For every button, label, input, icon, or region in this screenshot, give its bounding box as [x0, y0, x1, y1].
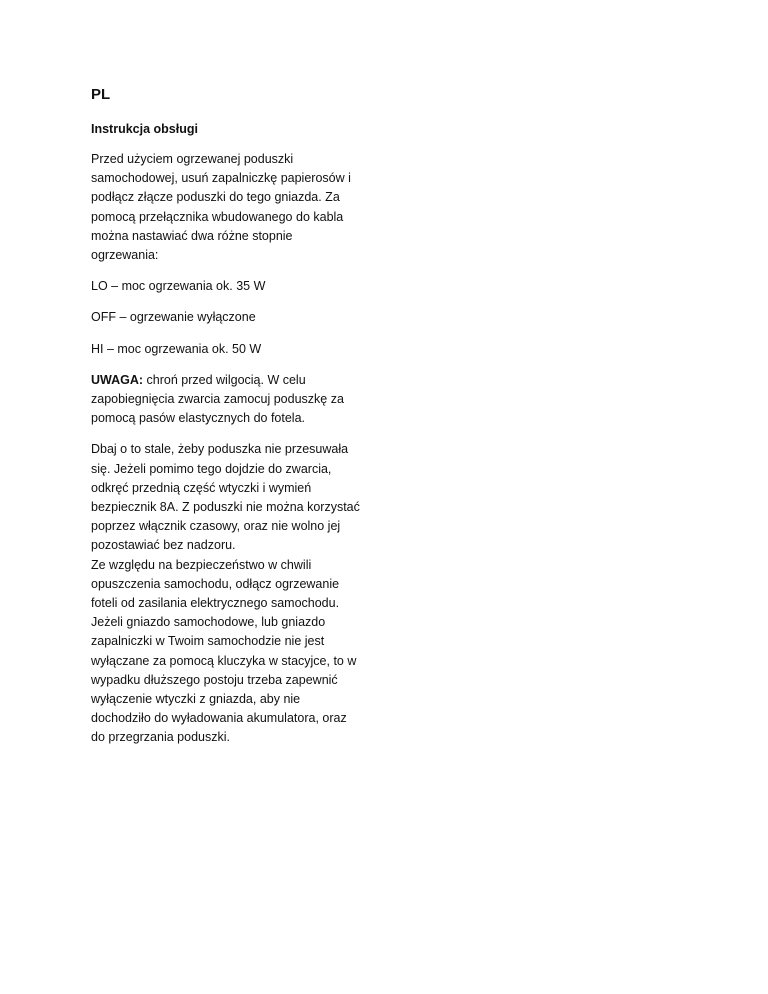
- warning-paragraph: [91, 371, 361, 429]
- language-code: PL: [91, 86, 111, 103]
- warning-label: UWAGA:: [91, 372, 144, 387]
- intro-paragraph: Przed użyciem ogrzewanej poduszki samochodowej, usuń zapalniczkę papierosów i podłącz złącze poduszki do tego gniazda. Za pomocą przełącznika wbudowanego do kabla można nastawiać dwa różne stopnie ogrzewania:: [91, 152, 351, 263]
- warning-text: chroń przed wilgocią. W celu zapobiegnięcia zwarcia zamocuj poduszkę za pomocą pasów elastycznych do fotela.: [91, 372, 344, 426]
- body-text: [91, 440, 361, 747]
- mode-hi: HI – moc ogrzewania ok. 50 W: [91, 341, 262, 356]
- document-page: [91, 86, 361, 760]
- body-paragraph-1: Dbaj o to stale, żeby poduszka nie przesuwała się. Jeżeli pomimo tego dojdzie do zwarcia, odkręć przednią część wtyczki i wymień bezpiecznik 8A. Z poduszki nie można korzystać poprzez włącznik czasowy, oraz nie wolno jej pozostawiać bez nadzoru.: [91, 442, 360, 553]
- mode-off: OFF – ogrzewanie wyłączone: [91, 310, 256, 325]
- document-title: Instrukcja obsługi: [91, 122, 198, 136]
- body-paragraph-3: Jeżeli gniazdo samochodowe, lub gniazdo zapalniczki w Twoim samochodzie nie jest wyłączane za pomocą kluczyka w stacyjce, to w wypadku dłuższego postoju trzeba zapewnić wyłączenie wtyczki z gniazda, aby nie dochodziło do wyładowania akumulatora, oraz do przegrzania poduszki.: [91, 615, 357, 745]
- body-paragraph-2: Ze względu na bezpieczeństwo w chwili opuszczenia samochodu, odłącz ogrzewanie foteli od zasilania elektrycznego samochodu.: [91, 557, 340, 611]
- mode-lo: LO – moc ogrzewania ok. 35 W: [91, 279, 266, 294]
